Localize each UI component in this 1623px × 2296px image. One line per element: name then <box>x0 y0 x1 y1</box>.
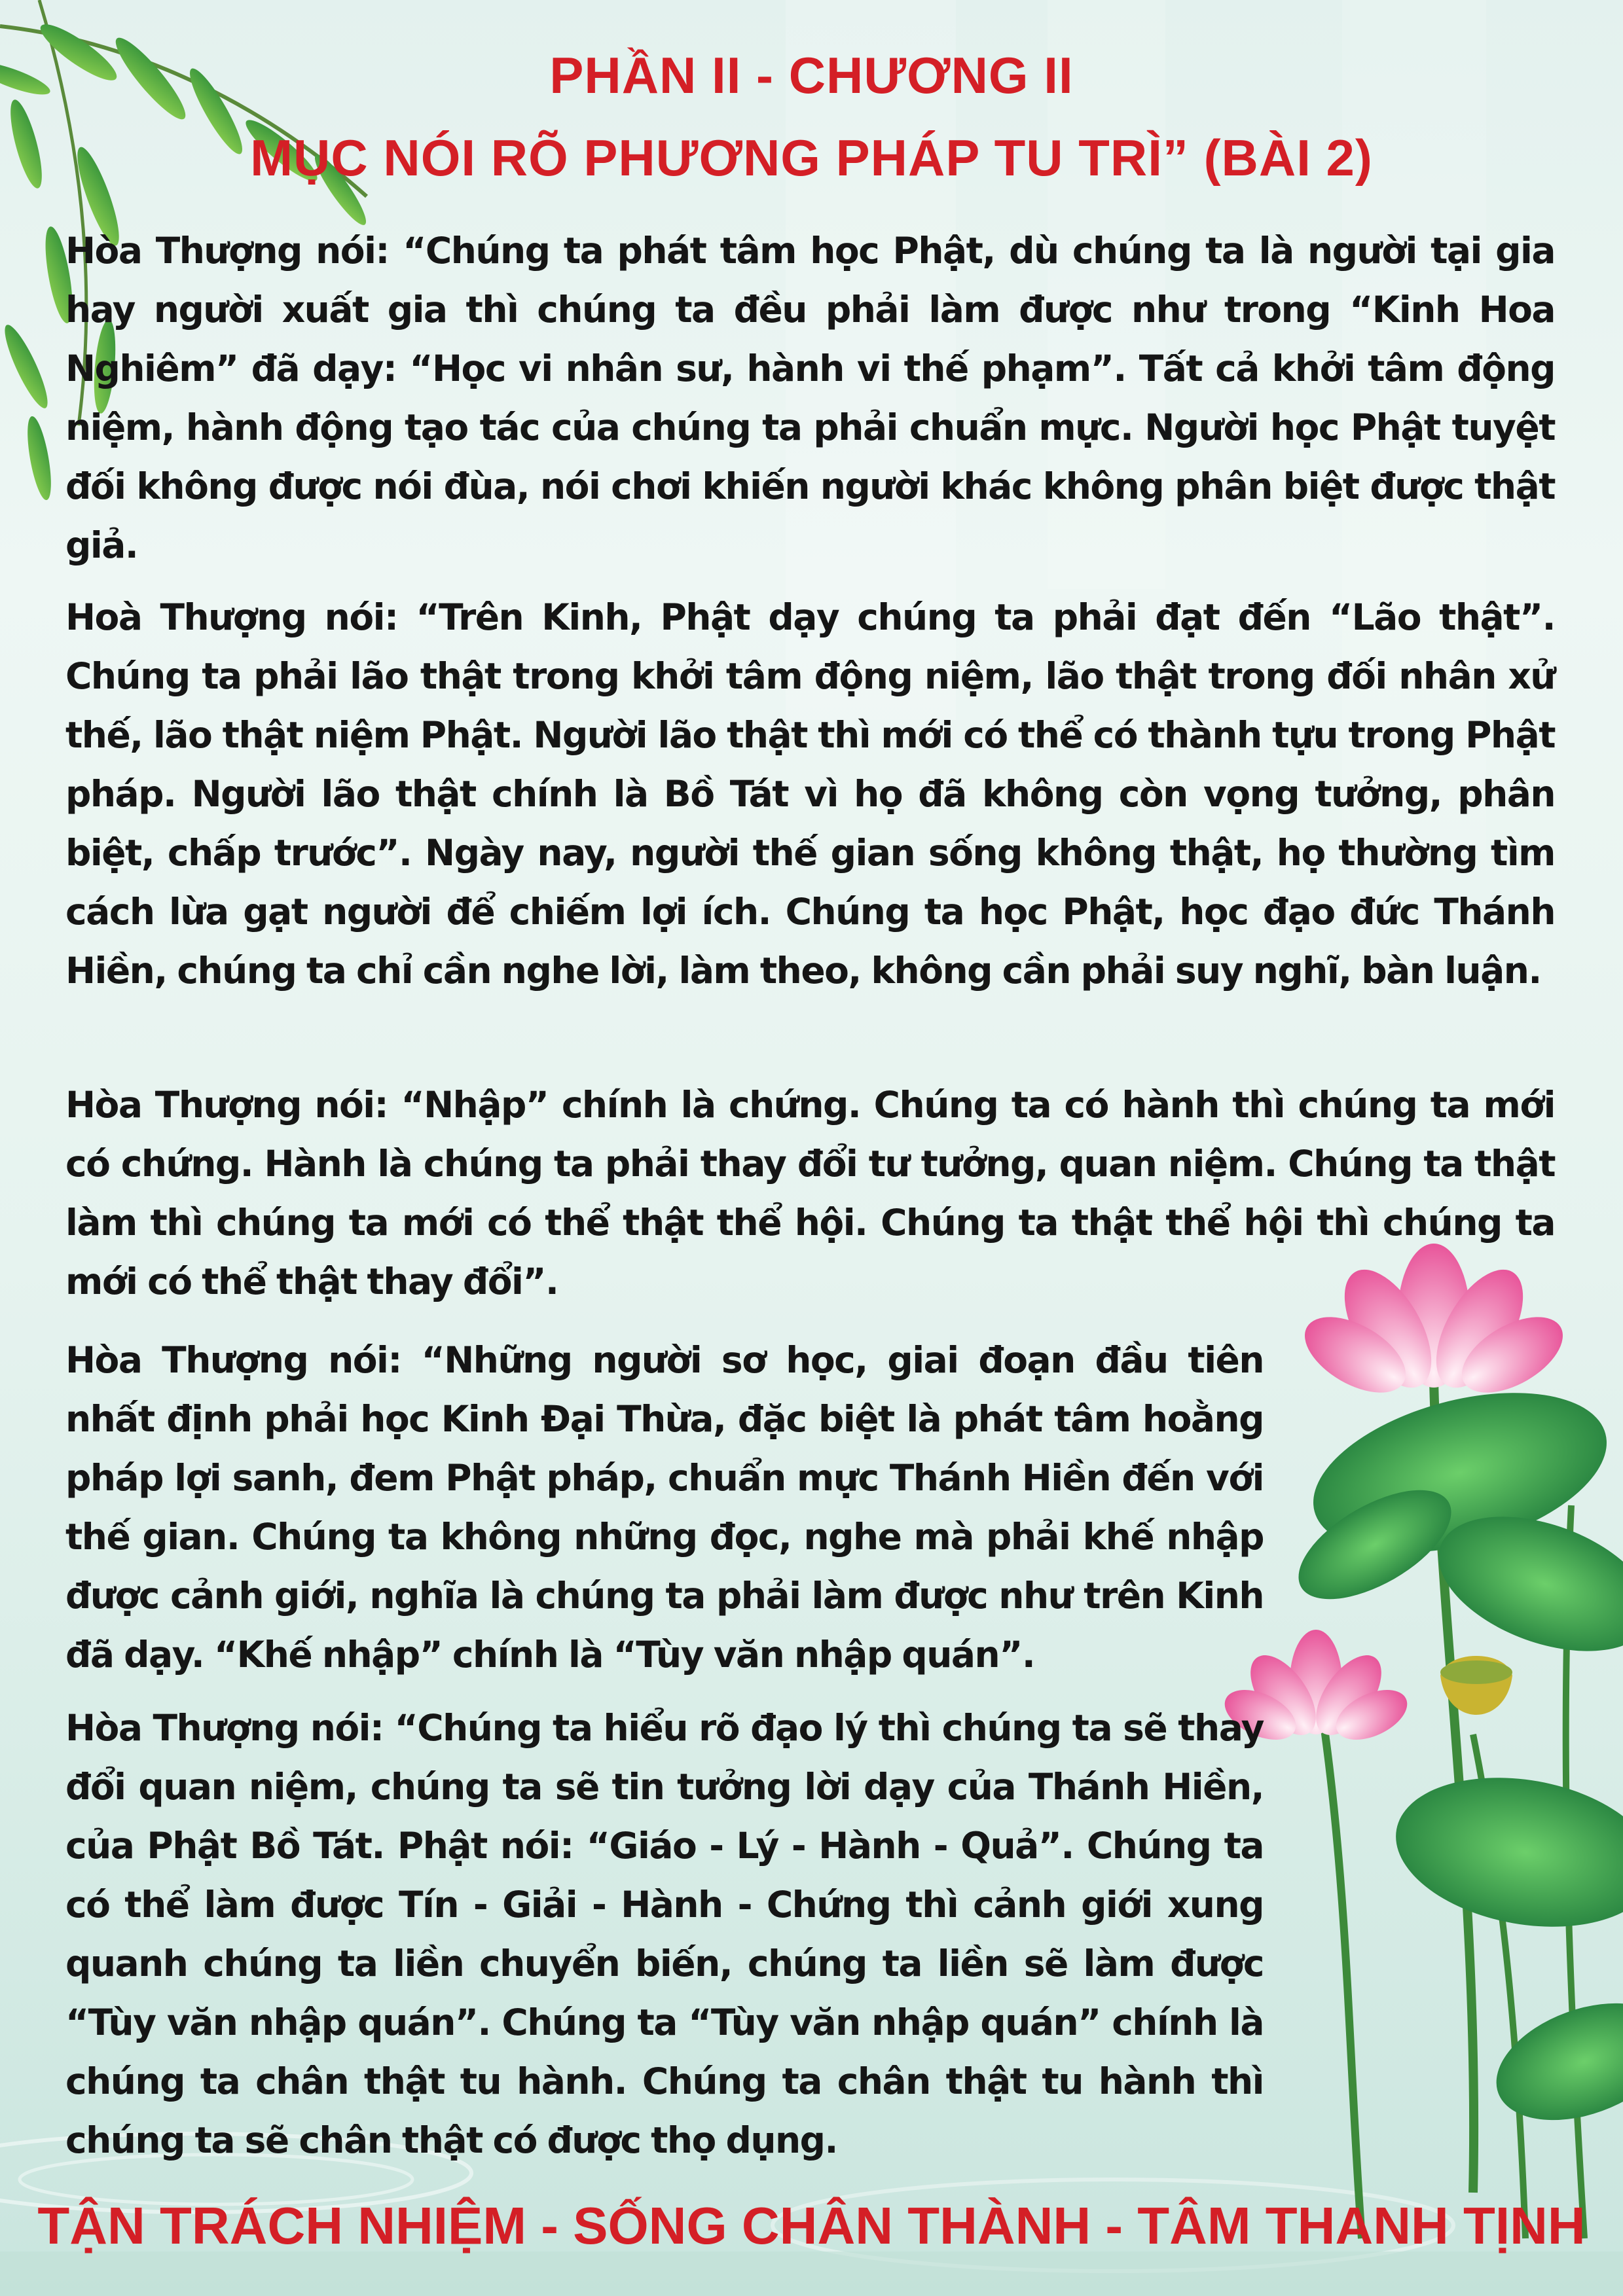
lotus-flowers-illustration <box>1217 1244 1623 2238</box>
footer-slogan: TẬN TRÁCH NHIỆM - SỐNG CHÂN THÀNH - TÂM THANH TỊNH <box>37 2197 1586 2255</box>
paragraph-5: Hòa Thượng nói: “Chúng ta hiểu rõ đạo lý thì chúng ta sẽ thay đổi quan niệm, chúng ta sẽ tin tưởng lời dạy của Thánh Hiền, của Phật Bồ Tát. Phật nói: “Giáo - Lý - Hành - Quả”. Chúng ta có thể làm được Tín - Giải - Hành - Chứng thì cảnh giới xung quanh chúng ta liền chuyển biến, chúng ta liền sẽ làm được “Tùy văn nhập quán”. Chúng ta “Tùy văn nhập quán” chính là chúng ta chân thật tu hành. Chúng ta chân thật tu hành thì chúng ta sẽ chân thật có được thọ dụng. <box>65 1707 1264 2161</box>
chapter-title: PHẦN II - CHƯƠNG II <box>549 46 1074 104</box>
paragraph-4: Hòa Thượng nói: “Những người sơ học, giai đoạn đầu tiên nhất định phải học Kinh Đại Thừa, đặc biệt là phát tâm hoằng pháp lợi sanh, đem Phật pháp, chuẩn mực Thánh Hiền đến với thế gian. Chúng ta không những đọc, nghe mà phải khế nhập được cảnh giới, nghĩa là chúng ta phải làm được như trên Kinh đã dạy. “Khế nhập” chính là “Tùy văn nhập quán”. <box>65 1339 1264 1676</box>
paragraph-2: Hoà Thượng nói: “Trên Kinh, Phật dạy chúng ta phải đạt đến “Lão thật”. Chúng ta phải lão thật trong khởi tâm động niệm, lão thật trong đối nhân xử thế, lão thật niệm Phật. Người lão thật thì mới có thể có thành tựu trong Phật pháp. Người lão thật chính là Bồ Tát vì họ đã không còn vọng tưởng, phân biệt, chấp trước”. Ngày nay, người thế gian sống không thật, họ thường tìm cách lừa gạt người để chiếm lợi ích. Chúng ta học Phật, học đạo đức Thánh Hiền, chúng ta chỉ cần nghe lời, làm theo, không cần phải suy nghĩ, bàn luận. <box>65 596 1555 992</box>
paragraph-1: Hòa Thượng nói: “Chúng ta phát tâm học Phật, dù chúng ta là người tại gia hay người xuất gia thì chúng ta đều phải làm được như trong “Kinh Hoa Nghiêm” đã dạy: “Học vi nhân sư, hành vi thế phạm”. Tất cả khởi tâm động niệm, hành động tạo tác của chúng ta phải chuẩn mực. Người học Phật tuyệt đối không được nói đùa, nói chơi khiến người khác không phân biệt được thật giả. <box>65 230 1555 566</box>
section-title: MỤC NÓI RÕ PHƯƠNG PHÁP TU TRÌ” (BÀI 2) <box>250 129 1373 187</box>
paragraph-3: Hòa Thượng nói: “Nhập” chính là chứng. Chúng ta có hành thì chúng ta mới có chứng. Hành là chúng ta phải thay đổi tư tưởng, quan niệm. Chúng ta thật làm thì chúng ta mới có thể thật thể hội. Chúng ta thật thể hội thì chúng ta mới có thể thật thay đổi”. <box>65 1084 1555 1302</box>
